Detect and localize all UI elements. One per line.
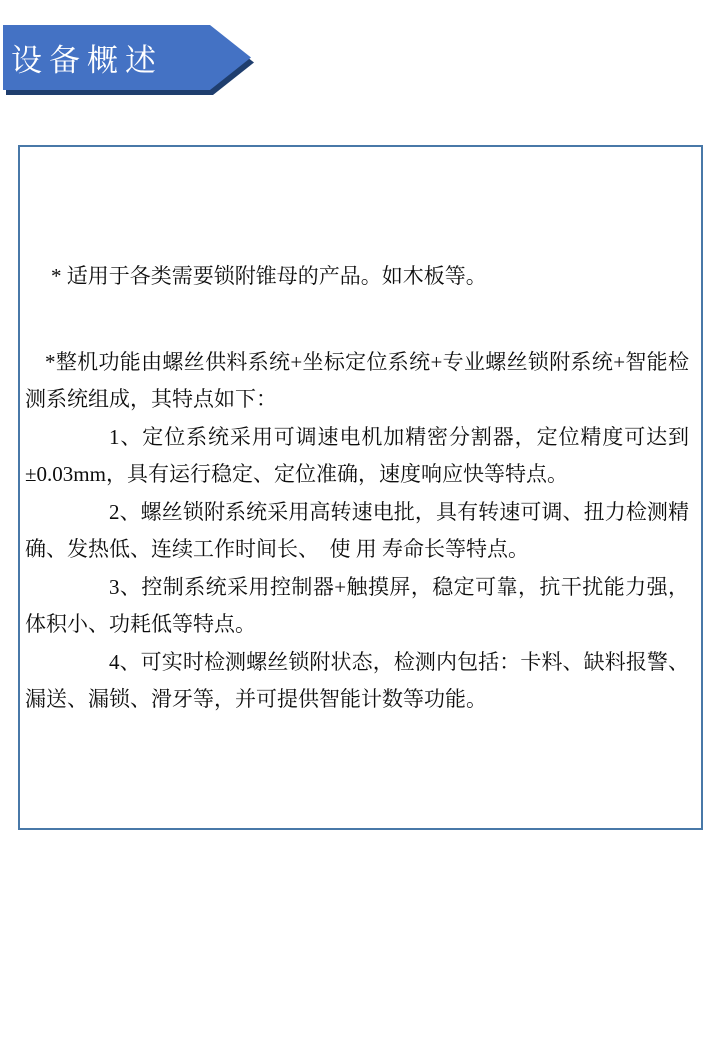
overview-text bbox=[20, 147, 701, 719]
overview-feature-1: 1、定位系统采用可调速电机加精密分割器，定位精度可达到±0.03mm，具有运行稳定、定位准确，速度响应快等特点。 bbox=[25, 424, 689, 486]
section-title: 设备概述 bbox=[11, 43, 163, 78]
overview-feature-4: 4、可实时检测螺丝锁附状态，检测内包括：卡料、缺料报警、漏送、漏锁、滑牙等，并可提供智能计数等功能。 bbox=[25, 649, 689, 711]
overview-box bbox=[18, 145, 703, 830]
overview-feature-3: 3、控制系统采用控制器+触摸屏，稳定可靠，抗干扰能力强，体积小、功耗低等特点。 bbox=[25, 574, 689, 636]
overview-paragraph-systems: *整机功能由螺丝供料系统+坐标定位系统+专业螺丝锁附系统+智能检测系统组成，其特点如下： bbox=[25, 349, 689, 411]
overview-paragraph-applicability: * 适用于各类需要锁附锥母的产品。如木板等。 bbox=[51, 264, 487, 288]
section-banner bbox=[0, 18, 262, 102]
overview-feature-2: 2、螺丝锁附系统采用高转速电批，具有转速可调、扭力检测精确、发热低、连续工作时间长、 使 用 寿命长等特点。 bbox=[25, 499, 689, 561]
